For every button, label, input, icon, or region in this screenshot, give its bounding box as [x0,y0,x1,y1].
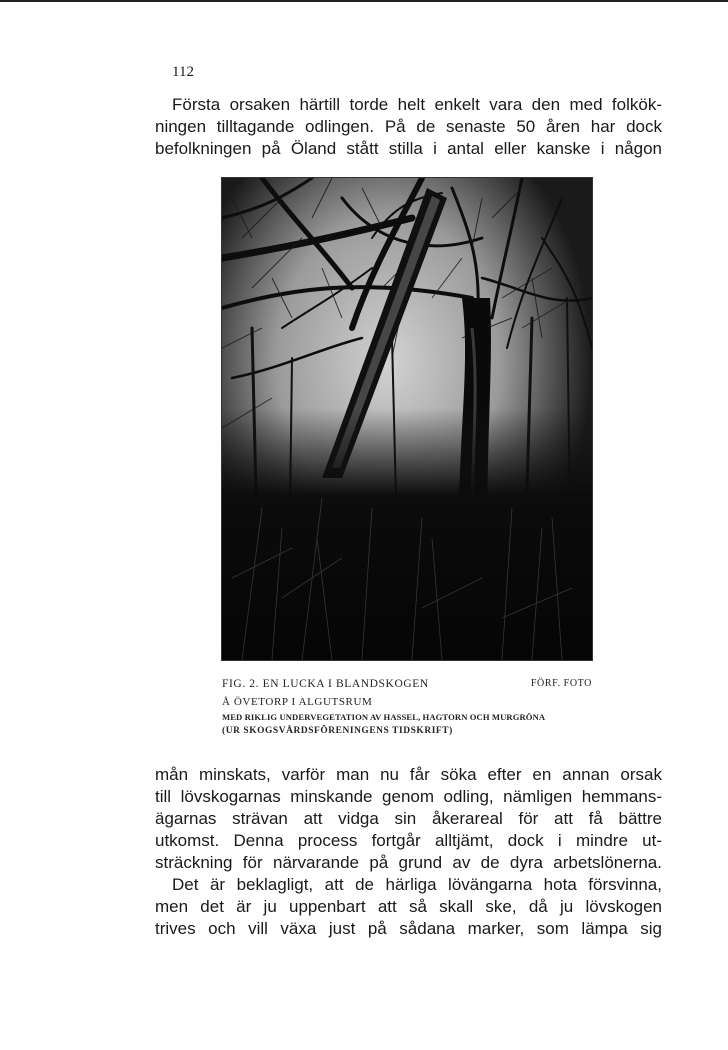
page-number: 112 [172,64,194,80]
page-top-edge [0,0,728,2]
forest-photograph [221,177,593,661]
paragraph-1 [155,94,662,160]
text-line: till lövskogarnas minskande genom odling, nämligen hemmans- [155,787,662,806]
text-line: sträckning för närvarande på grund av de dyra arbetslönerna. [155,853,662,872]
paragraph-2 [155,764,662,874]
undergrowth [222,408,592,660]
figure-caption-title [222,678,592,690]
text-line: men det är ju uppenbart att så skall ske, då ju lövskogen [155,897,662,916]
text-line: trives och vill växa just på sådana marker, som lämpa sig [155,919,662,938]
text-line: utkomst. Denna process fortgår alltjämt, dock i mindre ut- [155,831,662,850]
text-line: ägarnas strävan att vidga sin åkerareal för att få bättre [155,809,662,828]
figure-caption-source: (UR SKOGSVÅRDSFÖRENINGENS TIDSKRIFT) [222,726,453,736]
paragraph-3 [155,874,662,940]
forest-photograph-image [222,178,592,660]
text-line: befolkningen på Öland stått stilla i antal eller kanske i någon [155,139,662,158]
text-line: ningen tilltagande odlingen. På de senaste 50 åren har dock [155,117,662,136]
figure-caption-description: MED RIKLIG UNDERVEGETATION AV HASSEL, HAGTORN OCH MURGRÖNA [222,712,546,722]
text-line: mån minskats, varför man nu får söka efter en annan orsak [155,765,662,784]
text-line: Det är beklagligt, att de härliga lövängarna hota försvinna, [172,875,662,894]
figure-photo-credit: FÖRF. FOTO [530,678,592,689]
figure-caption-place: Å ÖVETORP I ALGUTSRUM [222,696,373,708]
text-line: Första orsaken härtill torde helt enkelt vara den med folkök- [172,95,662,114]
figure-caption-title-text: FIG. 2. EN LUCKA I BLANDSKOGEN [222,678,429,690]
